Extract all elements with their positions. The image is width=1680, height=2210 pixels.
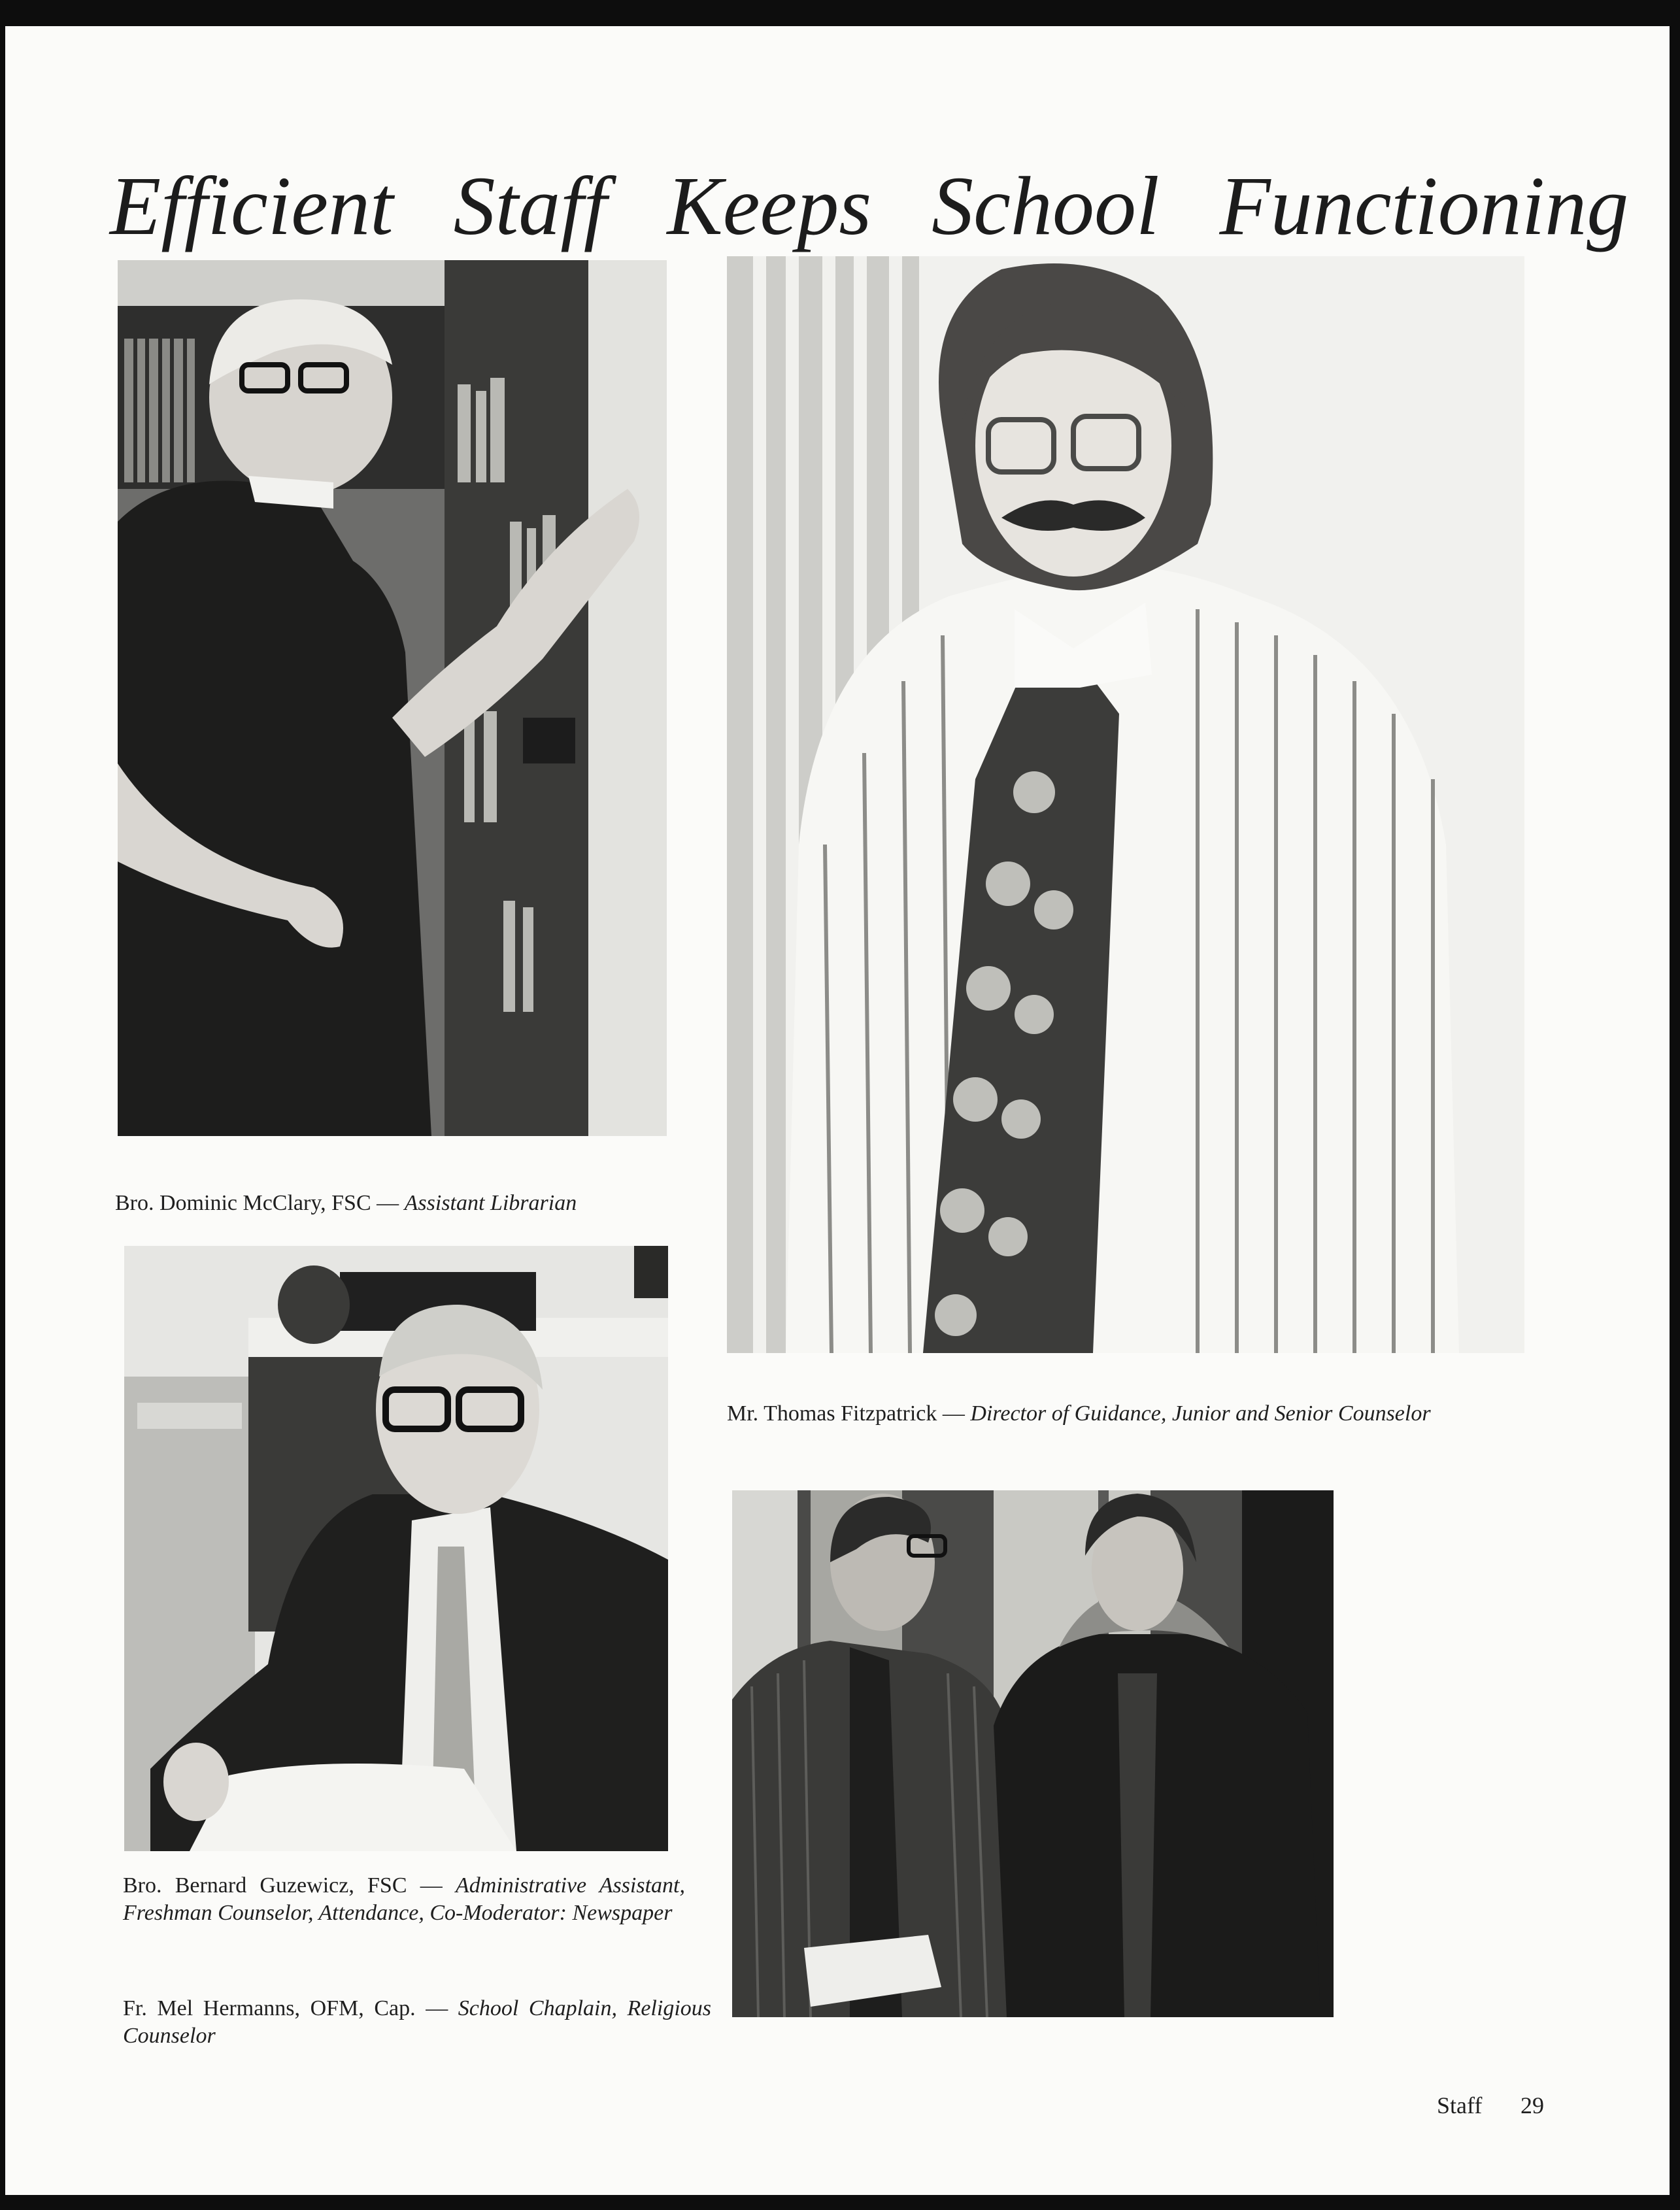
counselor-photo [727, 256, 1524, 1353]
fitzpatrick-name: Mr. Thomas Fitzpatrick [727, 1401, 937, 1426]
mcclary-name: Bro. Dominic McClary, FSC [115, 1191, 371, 1215]
guzewicz-dash: — [407, 1873, 456, 1898]
hermanns-dash: — [415, 1996, 458, 2020]
guzewicz-caption [123, 1872, 685, 1927]
mcclary-dash: — [371, 1191, 405, 1215]
mcclary-caption [115, 1190, 743, 1217]
hermanns-role: School Chaplain, Religious Counselor [123, 1996, 711, 2048]
fitzpatrick-dash: — [937, 1401, 971, 1426]
footer-page-number: 29 [1520, 2092, 1544, 2118]
footer-section-label: Staff [1437, 2092, 1483, 2118]
admin-photo [124, 1246, 668, 1851]
guzewicz-name: Bro. Bernard Guzewicz, FSC [123, 1873, 407, 1898]
librarian-photo [118, 260, 667, 1136]
hermanns-caption [123, 1995, 711, 2050]
page-headline: Efficient Staff Keeps School Functioning [110, 159, 1629, 252]
fitzpatrick-role: Director of Guidance, Junior and Senior Counselor [970, 1401, 1431, 1426]
hermanns-name: Fr. Mel Hermanns, OFM, Cap. [123, 1996, 416, 2020]
mcclary-role: Assistant Librarian [404, 1191, 577, 1215]
chaplain-photo [732, 1490, 1334, 2017]
guzewicz-role: Administrative Assistant, Freshman Counselor, Attendance, Co-Moderator: Newspaper [123, 1873, 686, 1925]
yearbook-page [5, 26, 1670, 2195]
fitzpatrick-caption [727, 1400, 1531, 1428]
